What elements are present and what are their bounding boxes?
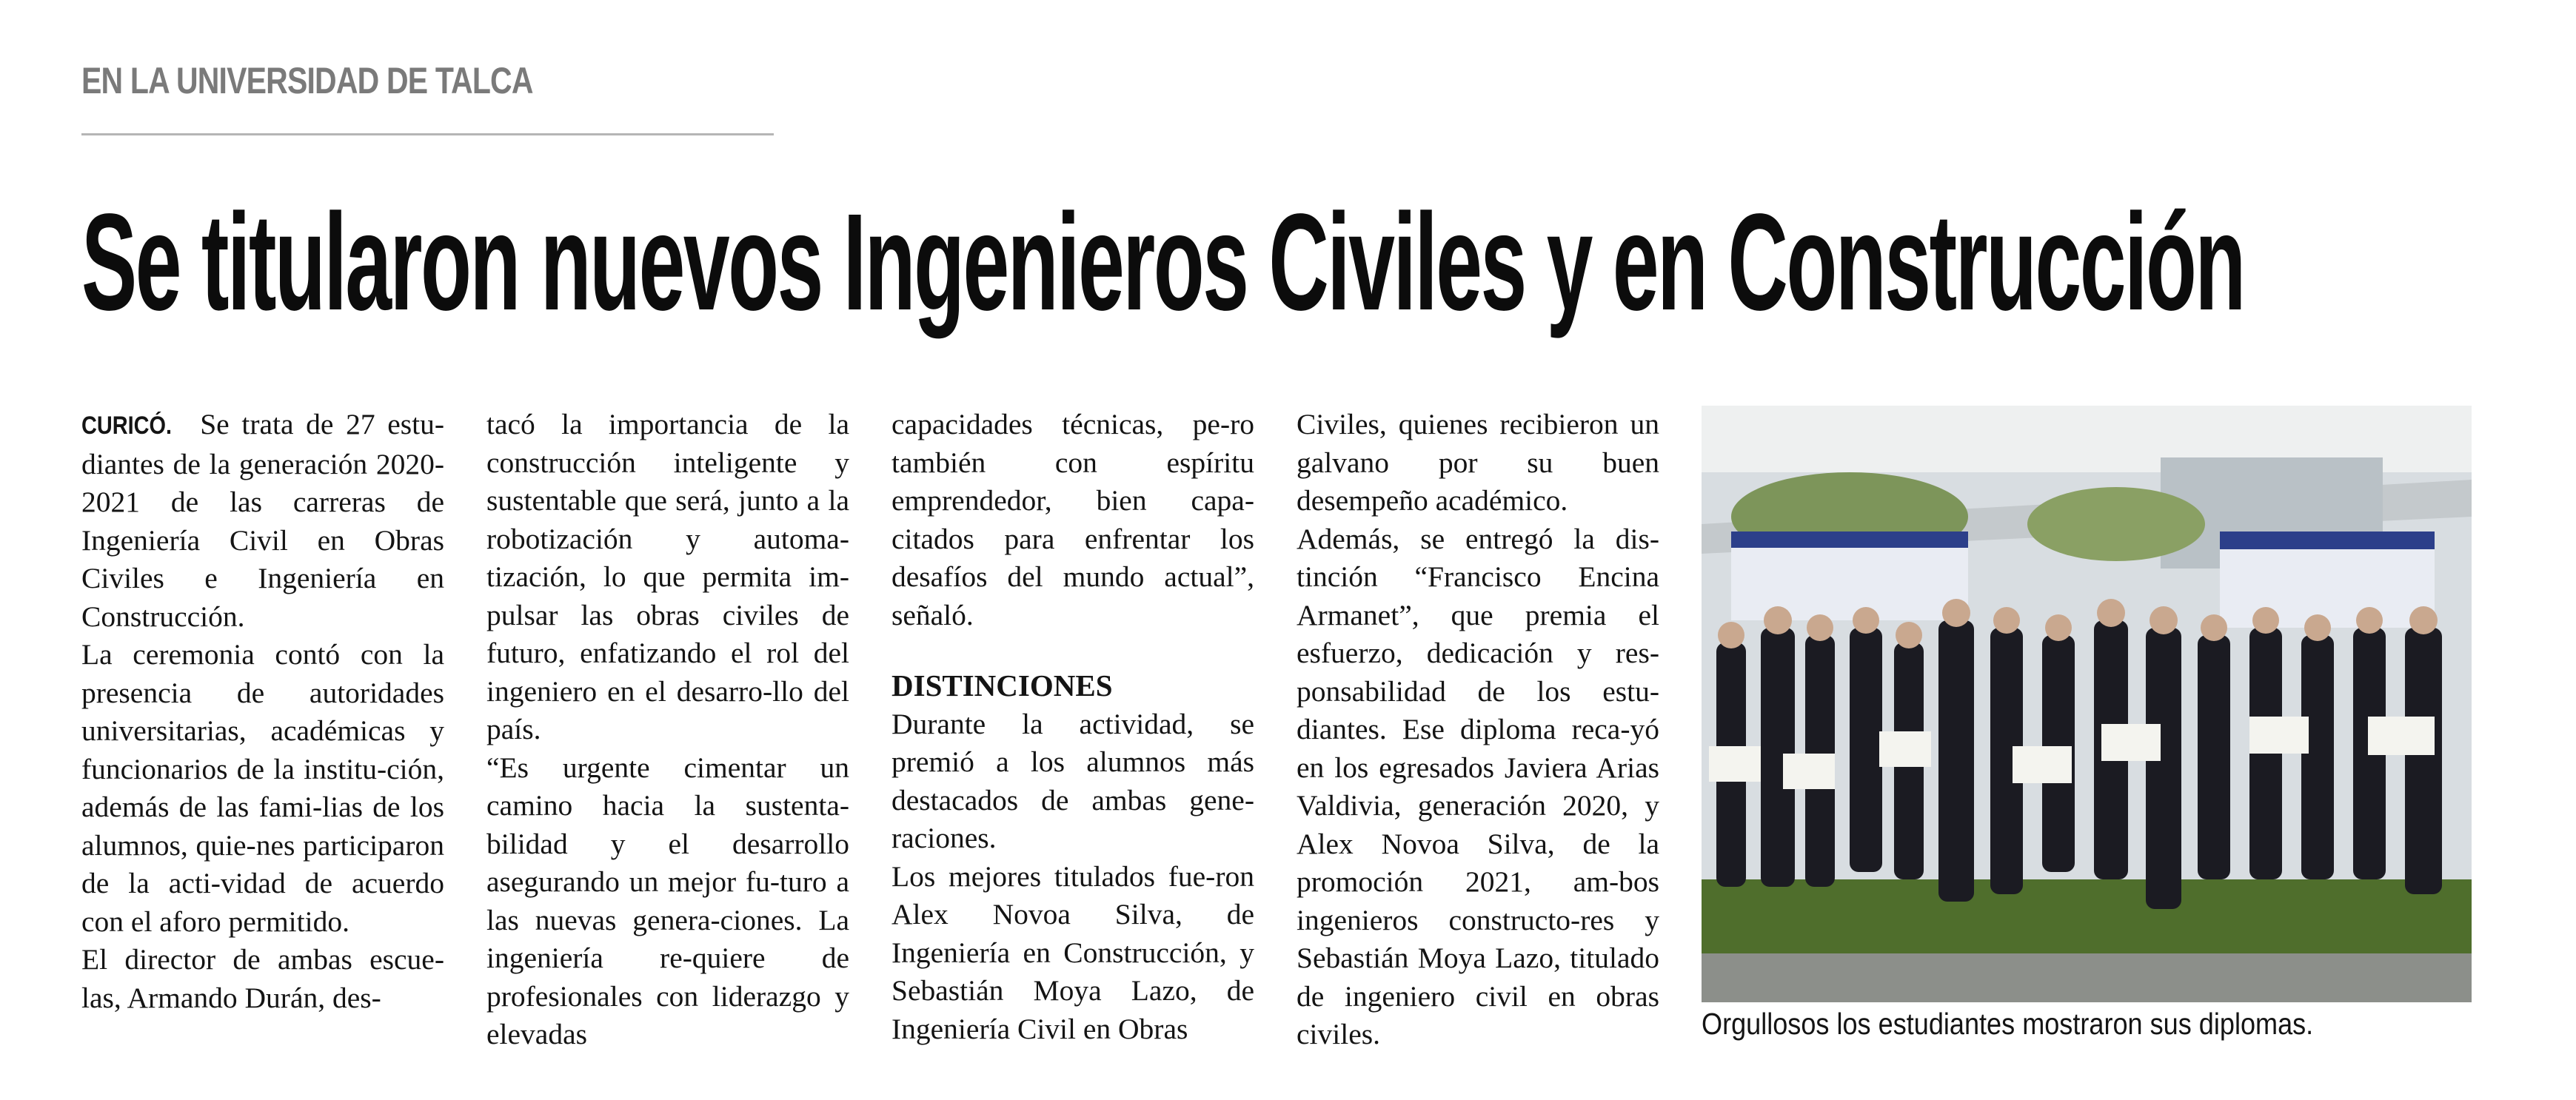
paragraph-10: Además, se entregó la dis-tinción “Francisco Encina Armanet”, que premia el esfuerzo, dedicación y res-ponsabilidad de los estu-diantes. Ese diploma reca-yó en los egresados Javiera Arias Valdivia, generación 2020, y Alex Novoa Silva, de la promoción 2021, am-bos ingenieros constructo-res y Sebastián Moya Lazo, titulado de ingeniero civil en obras civiles. [1297,522,1659,1050]
paragraph-1: CURICÓ. Se trata de 27 estu-diantes de la generación 2020-2021 de las carreras de Ingeniería Civil en Obras Civiles e Ingeniería en Construcción. [81,408,444,633]
paragraph-4: tacó la importancia de la construcción inteligente y sustentable que será, junto a la robotización y automa-tización, lo que permita im-pulsar las obras civiles de futuro, enfatizando el rol del ingeniero en el desarro-llo del país. [486,408,849,745]
paragraph-6: capacidades técnicas, pe-ro también con espíritu emprendedor, bien capa-citados para enfrentar los desafíos del mundo actual”, señaló. [891,408,1254,631]
graduates-group-photo [1702,406,2472,1002]
paragraph-8: Los mejores titulados fue-ron Alex Novoa Silva, de Ingeniería en Construcción, y Sebastián Moya Lazo, de Ingeniería Civil en Obras [891,859,1254,1045]
photo-caption: Orgullosos los estudiantes mostraron sus diplomas. [1702,1007,2314,1041]
article-column-4 [1297,406,1659,1054]
paragraph-9: Civiles, quienes recibieron un galvano por su buen desempeño académico. [1297,408,1659,517]
paragraph-2: La ceremonia contó con la presencia de autoridades universitarias, académicas y funcionarios de la institu-ción, además de las fami-lias de los alumnos, quie-nes participaron de la acti-vidad de acuerdo con el aforo permitido. [81,638,444,938]
subheading-distinciones: DISTINCIONES [891,668,1113,702]
article-column-3 [891,406,1254,1048]
dateline: CURICÓ. [81,412,173,440]
section-kicker: EN LA UNIVERSIDAD DE TALCA [81,60,533,101]
kicker-divider [81,133,774,135]
article-column-1 [81,406,444,1017]
article-column-2 [486,406,849,1054]
paragraph-3: El director de ambas escue-las, Armando Durán, des- [81,943,444,1014]
group-photo-icon [1702,406,2472,1002]
article-headline: Se titularon nuevos Ingenieros Civiles y en Construcción [81,186,2244,339]
paragraph-5: “Es urgente cimentar un camino hacia la sustenta-bilidad y el desarrollo asegurando un mejor fu-turo a las nuevas genera-ciones. La ingeniería re-quiere de profesionales con liderazgo y elevadas [486,751,849,1050]
paragraph-7: Durante la actividad, se premió a los alumnos más destacados de ambas gene-raciones. [891,707,1254,854]
